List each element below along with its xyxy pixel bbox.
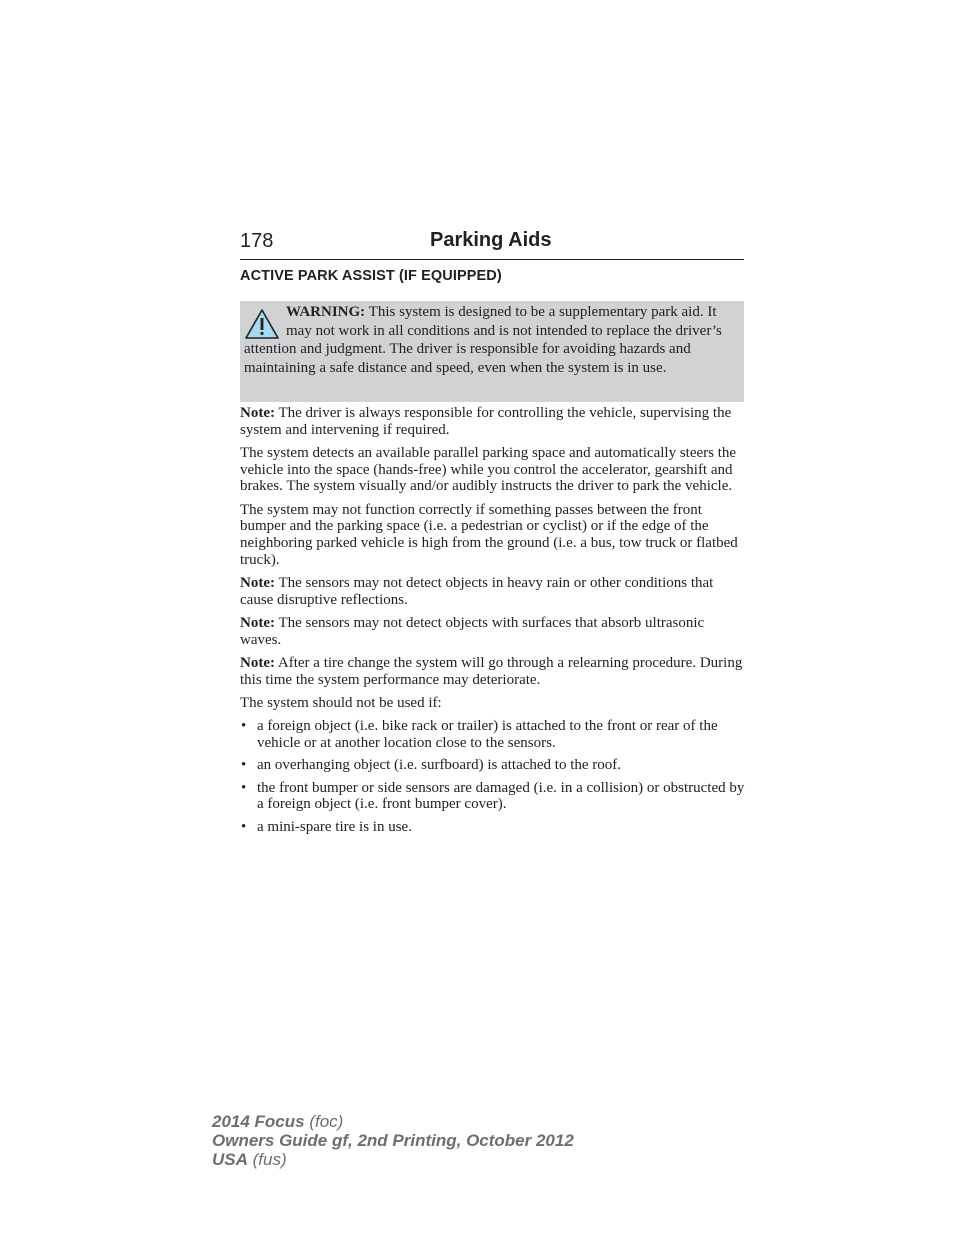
note-text: The sensors may not detect objects with surfaces that absorb ultrasonic waves. (240, 615, 705, 648)
note-paragraph (240, 655, 746, 688)
list-item (240, 819, 746, 836)
note-label: Note: (240, 655, 275, 672)
note-paragraph (240, 615, 746, 648)
note-paragraph (240, 575, 746, 608)
bullet-icon: • (241, 757, 247, 774)
note-label: Note: (240, 405, 275, 421)
body-paragraph: The system may not function correctly if something passes between the front bumper and the parking space (i.e. a pedestrian or cyclist) or if the edge of the neighboring parked vehicle is high from the ground (i.e. a bus, tow truck or flatbed truck). (240, 501, 738, 568)
footer-model-line (212, 1112, 574, 1131)
section-title: ACTIVE PARK ASSIST (IF EQUIPPED) (240, 268, 502, 284)
warning-text: This system is designed to be a supplementary park aid. It may not work in all conditions and is not intended to replace the driver’s attention and judgment. The driver is responsible for avoiding hazards and maintaining a safe distance and speed, even when the system is in use. (244, 304, 722, 377)
list-item-text: a mini-spare tire is in use. (257, 818, 412, 835)
list-item-text: the front bumper or side sensors are damaged (i.e. in a collision) or obstructed by a foreign object (i.e. front bumper cover). (257, 779, 745, 813)
list-item-text: a foreign object (i.e. bike rack or trailer) is attached to the front or rear of the vehicle or at another location close to the sensors. (257, 718, 718, 752)
note-label: Note: (240, 615, 275, 632)
note-text: After a tire change the system will go through a relearning procedure. During this time the system performance may deteriorate. (240, 655, 743, 688)
footer-model-code: (foc) (304, 1112, 344, 1131)
bullet-icon: • (241, 818, 247, 835)
page-number: 178 (240, 230, 274, 252)
footer-market-code: (fus) (247, 1150, 287, 1169)
list-item (240, 780, 746, 813)
note-paragraph (240, 405, 746, 438)
warning-triangle-icon (244, 308, 280, 340)
footer-market: USA (212, 1150, 248, 1169)
footer-market-line (212, 1150, 574, 1169)
list-intro: The system should not be used if: (240, 695, 442, 712)
list-item-text: an overhanging object (i.e. surfboard) is attached to the roof. (257, 757, 622, 774)
note-text: The sensors may not detect objects in heavy rain or other conditions that cause disruptive reflections. (240, 575, 714, 608)
footer-guide-line: Owners Guide gf, 2nd Printing, October 2012 (212, 1131, 574, 1150)
note-label: Note: (240, 575, 275, 592)
warning-label: WARNING: (286, 304, 366, 320)
page-header (240, 228, 744, 260)
bullet-list (240, 718, 746, 835)
list-item (240, 757, 746, 774)
page-footer (212, 1112, 574, 1169)
body-content (240, 405, 746, 841)
warning-box (240, 301, 744, 402)
body-paragraph: The system detects an available parallel parking space and automatically steers the vehicle into the space (hands-free) while you control the accelerator, gearshift and brakes. The system visually and/or audibly instructs the driver to park the vehicle. (240, 445, 737, 495)
footer-model: 2014 Focus (212, 1112, 305, 1131)
bullet-icon: • (241, 718, 247, 735)
chapter-title: Parking Aids (430, 229, 552, 251)
bullet-icon: • (241, 779, 247, 796)
list-item (240, 718, 746, 751)
note-text: The driver is always responsible for controlling the vehicle, supervising the system and intervening if required. (240, 405, 732, 438)
